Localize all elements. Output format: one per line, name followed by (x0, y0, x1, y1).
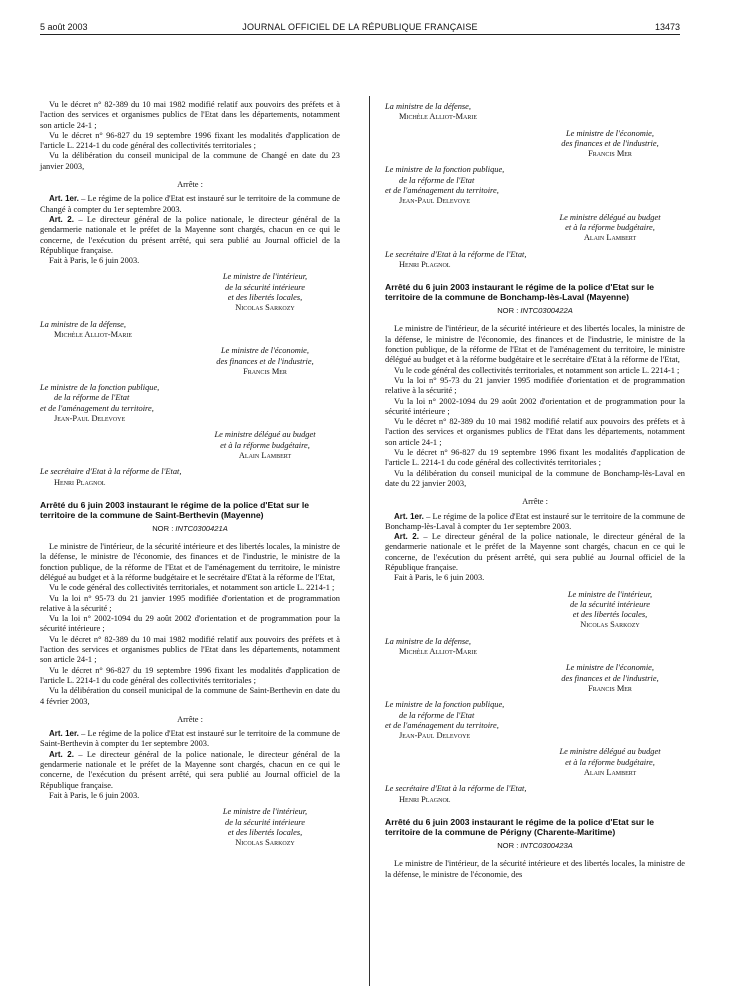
signatory-name: Michèle Alliot-Marie (54, 329, 133, 339)
header-title: JOURNAL OFFICIEL DE LA RÉPUBLIQUE FRANÇAISE (242, 22, 478, 32)
signatory-name: Nicolas Sarkozy (235, 303, 295, 313)
paragraph: Vu la délibération du conseil municipal de la commune de Saint-Berthevin en date du 4 février 2003, (40, 686, 340, 706)
paragraph: Le ministre de l'intérieur, de la sécurité intérieure et des libertés locales, la ministre de la défense, le ministre de l'économie, des (385, 859, 685, 879)
decree-title: Arrêté du 6 juin 2003 instaurant le régime de la police d'Etat sur le territoire de la commune de Saint-Berthevin (Mayenne) (40, 499, 310, 520)
signature-defense: La ministre de la défense, Michèle Alliot-Marie (40, 319, 133, 339)
signature-defense: La ministre de la défense, Michèle Alliot-Marie (385, 636, 478, 657)
fait-line: Fait à Paris, le 6 juin 2003. (49, 256, 140, 266)
signatory-name: Francis Mer (588, 683, 632, 693)
signatory-name: Jean-Paul Delevoye (399, 196, 471, 206)
page-header (40, 20, 680, 35)
paragraph: Vu le décret n° 82-389 du 10 mai 1982 modifié relatif aux pouvoirs des préfets et à l'action des services et organismes publics de l'Etat dans les départements, notamment son article 24-1 ; (40, 100, 340, 130)
paragraph: Le ministre de l'intérieur, de la sécurité intérieure et des libertés locales, la ministre de la défense, le ministre de l'économie, des finances et de l'industrie, le ministre de la fonction publique, de la réforme de l'Etat et de l'aménagement du territoire, le ministre délégué au budget et à la réforme budgétaire et le secrétaire d'Etat à la réforme de l'Etat, (40, 542, 340, 582)
signature-fonction-publique: Le ministre de la fonction publique, de la réforme de l'Etat et de l'aménagement du territoire, Jean-Paul Delevoye (385, 165, 505, 206)
signature-fonction-publique: Le ministre de la fonction publique, de la réforme de l'Etat et de l'aménagement du territoire, Jean-Paul Delevoye (40, 383, 160, 424)
article-text: – Le régime de la police d'Etat est instauré sur le territoire de la commune de Changé à compter du 1er septembre 2003. (40, 194, 340, 214)
fait-line: Fait à Paris, le 6 juin 2003. (49, 790, 140, 800)
article-1: Art. 1er. – Le régime de la police d'Etat est instauré sur le territoire de la commune de Saint-Berthevin à compter du 1er septembre 2003. (40, 729, 340, 749)
header-date: 5 août 2003 (40, 22, 88, 32)
signatory-name: Michèle Alliot-Marie (399, 647, 478, 657)
article-1 (40, 194, 340, 215)
signatory-name: Henri Plagnol (399, 259, 451, 269)
signature-economie: Le ministre de l'économie, des finances et de l'industrie, Francis Mer (561, 128, 659, 159)
signatory-name: Alain Lambert (583, 768, 637, 778)
signatory-name: Henri Plagnol (54, 477, 106, 487)
signatory-name: Alain Lambert (238, 450, 292, 460)
paragraph: Vu le décret n° 96-827 du 19 septembre 1996 fixant les modalités d'application de l'article L. 2214-1 du code général des collectivités territoriales ; (385, 448, 685, 468)
paragraph: Vu le décret n° 82-389 du 10 mai 1982 modifié relatif aux pouvoirs des préfets et à l'action des services et organismes publics de l'Etat dans les départements, notamment son article 24-1 ; (40, 634, 340, 665)
signatory-name: Michèle Alliot-Marie (399, 112, 478, 122)
arrete-heading: Arrête : (522, 497, 548, 507)
nor-reference: NOR : INTC0300423A (497, 840, 573, 850)
paragraph: Vu la loi n° 2002-1094 du 29 août 2002 d'orientation et de programmation pour la sécurité intérieure ; (385, 396, 685, 416)
paragraph: Vu le code général des collectivités territoriales, et notamment son article L. 2214-1 ; (49, 583, 335, 593)
signature-budget: Le ministre délégué au budget et à la réforme budgétaire, Alain Lambert (214, 430, 316, 460)
fait-line: Fait à Paris, le 6 juin 2003. (394, 573, 485, 583)
signature-budget: Le ministre délégué au budget et à la réforme budgétaire, Alain Lambert (559, 747, 661, 778)
paragraph: Vu la délibération du conseil municipal de la commune de Bonchamp-lès-Laval en date du 22 janvier 2003, (385, 468, 685, 488)
nor-reference: NOR : INTC0300421A (152, 523, 228, 533)
header-page-number: 13473 (654, 22, 680, 32)
signatory-name: Jean-Paul Delevoye (54, 414, 126, 424)
signature-fonction-publique: Le ministre de la fonction publique, de la réforme de l'Etat et de l'aménagement du territoire, Jean-Paul Delevoye (385, 700, 505, 741)
article-text: – Le directeur général de la police nationale, le directeur général de la gendarmerie nationale et le préfet de la Mayenne sont chargés, chacun en ce qui le concerne, de l'exécution du présent arrêté, qui sera publié au Journal officiel de la République française. (40, 214, 341, 255)
signature-economie: Le ministre de l'économie, des finances et de l'industrie, Francis Mer (561, 663, 659, 693)
article-2: Art. 2. – Le directeur général de la police nationale, le directeur général de la gendarmerie nationale et le préfet de la Mayenne sont chargés, chacun en ce qui le concerne, de l'exécution du présent arrêté, qui sera publié au Journal officiel de la République française. (40, 749, 341, 790)
signatory-name: Jean-Paul Delevoye (399, 731, 471, 741)
signature-interieur: Le ministre de l'intérieur, de la sécurité intérieure et des libertés locales, Nicolas Sarkozy (222, 272, 308, 313)
signatory-name: Alain Lambert (583, 233, 637, 243)
decree-title: Arrêté du 6 juin 2003 instaurant le régime de la police d'Etat sur le territoire de la commune de Périgny (Charente-Maritime) (385, 816, 655, 837)
arrete-heading: Arrête : (177, 180, 203, 190)
signature-interieur: Le ministre de l'intérieur, de la sécurité intérieure et des libertés locales, Nicolas Sarkozy (222, 807, 308, 848)
paragraph: Vu la loi n° 95-73 du 21 janvier 1995 modifiée d'orientation et de programmation relative à la sécurité ; (385, 375, 685, 396)
paragraph: Vu le décret n° 96-827 du 19 septembre 1996 fixant les modalités d'application de l'article L. 2214-1 du code général des collectivités territoriales ; (40, 130, 340, 151)
signature-secretaire-etat: Le secrétaire d'Etat à la réforme de l'Etat, Henri Plagnol (40, 467, 182, 487)
signatory-name: Nicolas Sarkozy (580, 620, 640, 630)
right-column (385, 102, 685, 880)
paragraph: Vu le décret n° 82-389 du 10 mai 1982 modifié relatif aux pouvoirs des préfets et à l'action des services et organismes publics de l'Etat dans les départements, notamment son article 24-1 ; (385, 417, 685, 447)
paragraph: Le ministre de l'intérieur, de la sécurité intérieure et des libertés locales, la ministre de la défense, le ministre de l'économie, des finances et de l'industrie, le ministre de la fonction publique, de la réforme de l'Etat et de l'aménagement du territoire, le ministre délégué au budget et à la réforme budgétaire et le secrétaire d'Etat à la réforme de l'Etat, (385, 324, 685, 365)
article-label: Art. 1er. (49, 194, 79, 204)
decree-title: Arrêté du 6 juin 2003 instaurant le régime de la police d'Etat sur le territoire de la commune de Bonchamp-lès-Laval (Mayenne) (385, 282, 655, 303)
paragraph: Vu la loi n° 2002-1094 du 29 août 2002 d'orientation et de programmation pour la sécurité intérieure ; (40, 614, 340, 634)
signatory-name: Nicolas Sarkozy (235, 838, 295, 848)
signatory-name: Francis Mer (243, 366, 287, 376)
nor-reference: NOR : INTC0300422A (497, 306, 573, 316)
signature-budget: Le ministre délégué au budget et à la réforme budgétaire, Alain Lambert (559, 212, 661, 243)
signatory-name: Francis Mer (588, 149, 632, 159)
paragraph: Vu la délibération du conseil municipal de la commune de Changé en date du 23 janvier 2003, (40, 151, 340, 171)
paragraph: Vu le décret n° 96-827 du 19 septembre 1996 fixant les modalités d'application de l'article L. 2214-1 du code général des collectivités territoriales ; (40, 665, 340, 685)
arrete-heading: Arrête : (177, 714, 203, 724)
signature-defense: La ministre de la défense, Michèle Alliot-Marie (385, 102, 478, 122)
column-divider (369, 96, 370, 986)
paragraph: Vu la loi n° 95-73 du 21 janvier 1995 modifiée d'orientation et de programmation relative à la sécurité ; (40, 593, 340, 613)
article-2 (40, 215, 340, 256)
signatory-name: Henri Plagnol (399, 794, 451, 804)
signature-secretaire-etat: Le secrétaire d'Etat à la réforme de l'Etat, Henri Plagnol (385, 784, 527, 804)
article-label: Art. 2. (49, 214, 74, 224)
left-column (40, 100, 340, 848)
signature-economie: Le ministre de l'économie, des finances et de l'industrie, Francis Mer (216, 346, 314, 376)
paragraph: Vu le code général des collectivités territoriales, et notamment son article L. 2214-1 ; (394, 365, 680, 375)
signature-interieur: Le ministre de l'intérieur, de la sécurité intérieure et des libertés locales, Nicolas Sarkozy (567, 589, 653, 630)
signature-secretaire-etat: Le secrétaire d'Etat à la réforme de l'Etat, Henri Plagnol (385, 249, 527, 269)
article-2: Art. 2. – Le directeur général de la police nationale, le directeur général de la gendarmerie nationale et le préfet de la Mayenne sont chargés, chacun en ce qui le concerne, de l'exécution du présent arrêté, qui sera publié au Journal officiel de la République française. (385, 532, 686, 572)
article-1: Art. 1er. – Le régime de la police d'Etat est instauré sur le territoire de la commune de Bonchamp-lès-Laval à compter du 1er septembre 2003. (385, 511, 685, 531)
